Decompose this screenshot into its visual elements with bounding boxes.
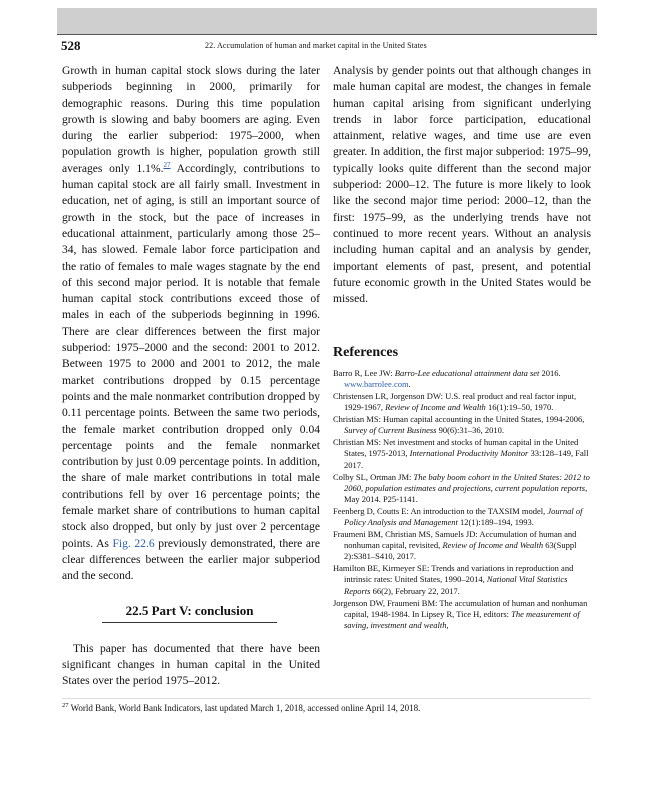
conclusion-paragraph: This paper has documented that there have been significant changes in human capital in the United States over the period 1975–2012. xyxy=(62,642,320,688)
paragraph-text: Growth in human capital stock slows during the later subperiods beginning in 2000, primarily for demographic reasons. During this time population growth is slowing and baby boomers are aging. Even during the earlier subperiod: 1975–2000, when population growth is higher, population growth still averages only 1.1%. xyxy=(62,65,320,175)
body-paragraph: Analysis by gender points out that although changes in male human capital are modest, the changes in female human capital arising from significant underlying trends in labor force participation, educational attainment, relative wages, and time use are even greater. In addition, the first major subperiod: 1975–99, typically looks quite different than the second major subperiod: 2000–12. The future is more likely to look like the second major time period: 2000–12, than the first: 1975–99, as the underlying trends have not continued to more recent years. Without an analysis including human capital and an analysis by gender, important elements of past, present, and potential future economic growth in the United States would be missed. xyxy=(333,65,591,306)
header-band xyxy=(57,8,597,34)
reference-item: Christian MS: Net investment and stocks of human capital in the United States, 1975-2013, International Productivity Monitor 33:128–149, Fall 2017. xyxy=(333,437,589,470)
page-number: 528 xyxy=(61,38,81,53)
reference-item: Jorgenson DW, Fraumeni BM: The accumulation of human and nonhuman capital, 1948-1984. In Lipsey R, Tice H, editors: The measurement of saving, investment and wealth, xyxy=(333,597,588,630)
reference-item: Feenberg D, Coutts E: An introduction to the TAXSIM model, Journal of Policy Analysis and Management 12(1):189–194, 1993. xyxy=(333,505,583,527)
reference-item: Barro R, Lee JW: Barro-Lee educational attainment data set 2016. www.barrolee.com. xyxy=(333,367,561,389)
reference-link[interactable]: www.barrolee.com xyxy=(344,378,409,389)
reference-item: Fraumeni BM, Christian MS, Samuels JD: Accumulation of human and nonhuman capital, revisited, Review of Income and Wealth 63(Suppl 2):S381–S410, 2017. xyxy=(333,529,577,562)
reference-item: Christensen LR, Jorgenson DW: U.S. real product and real factor input, 1929-1967, Review of Income and Wealth 16(1):19–50, 1970. xyxy=(333,390,577,413)
header-rule xyxy=(57,34,597,35)
footnote-number: 27 xyxy=(62,702,69,709)
footnote xyxy=(62,700,602,714)
footnote-rule xyxy=(62,698,591,699)
reference-item: Colby SL, Ortman JM: The baby boom cohort in the United States: 2012 to 2060, population estimates and projections, current population reports, May 2014. P25-1141. xyxy=(333,471,590,504)
footnote-text: World Bank, World Bank Indicators, last updated March 1, 2018, accessed online April 14, 2018. xyxy=(68,703,421,713)
reference-item: Christian MS: Human capital accounting in the United States, 1994-2006, Survey of Current Business 90(6):31–36, 2010. xyxy=(333,414,585,436)
references-heading: References xyxy=(333,345,399,361)
body-paragraph xyxy=(62,63,320,585)
reference-item: Hamilton BE, Kirmeyer SE: Trends and variations in reproduction and intrinsic rates: United States, 1990–2014, National Vital Statistics Reports 66(2), February 22, 2017. xyxy=(333,563,574,596)
footnote-marker[interactable]: 27 xyxy=(163,160,171,169)
right-column xyxy=(333,63,591,632)
section-heading: 22.5 Part V: conclusion xyxy=(102,603,277,623)
references-list xyxy=(333,368,591,631)
running-title: 22. Accumulation of human and market capital in the United States xyxy=(205,41,427,50)
paragraph-text: previously demonstrated, there are clear differences between the earlier major subperiod and the second. xyxy=(62,537,320,583)
paragraph-text: Accordingly, contributions to human capital stock are all fairly small. Investment in education, net of aging, is still an important source of growth in the stock, but the pace of increases in educational attainment, particularly among those 25–34, has slowed. Female labor force participation and the ratio of females to male wages stagnate by the end of this second major period. It is notable that female human capital stock contributions exceed those of males in each of the subperiods beginning in 1996. There are clear differences between the first major subperiod: 1975–2000 and the second: 2001 to 2012. Between 1975 to 2000 and 2001 to 2012, the male market contributions dropped by 0.15 percentage points and the male nonmarket contribution dropped by 0.11 percentage points. Between the same two periods, the female market contribution dropped only 0.04 percentage points and the female nonmarket contribution by just 0.09 percentage points. In addition, the share of male market contributions in total male contributions fell by over 16 percentage points; the female market share of contributions to human capital stock also dropped, but only by just over 2 percentage points. As xyxy=(62,162,320,550)
figure-link[interactable]: Fig. 22.6 xyxy=(112,537,155,550)
left-column xyxy=(62,63,320,690)
